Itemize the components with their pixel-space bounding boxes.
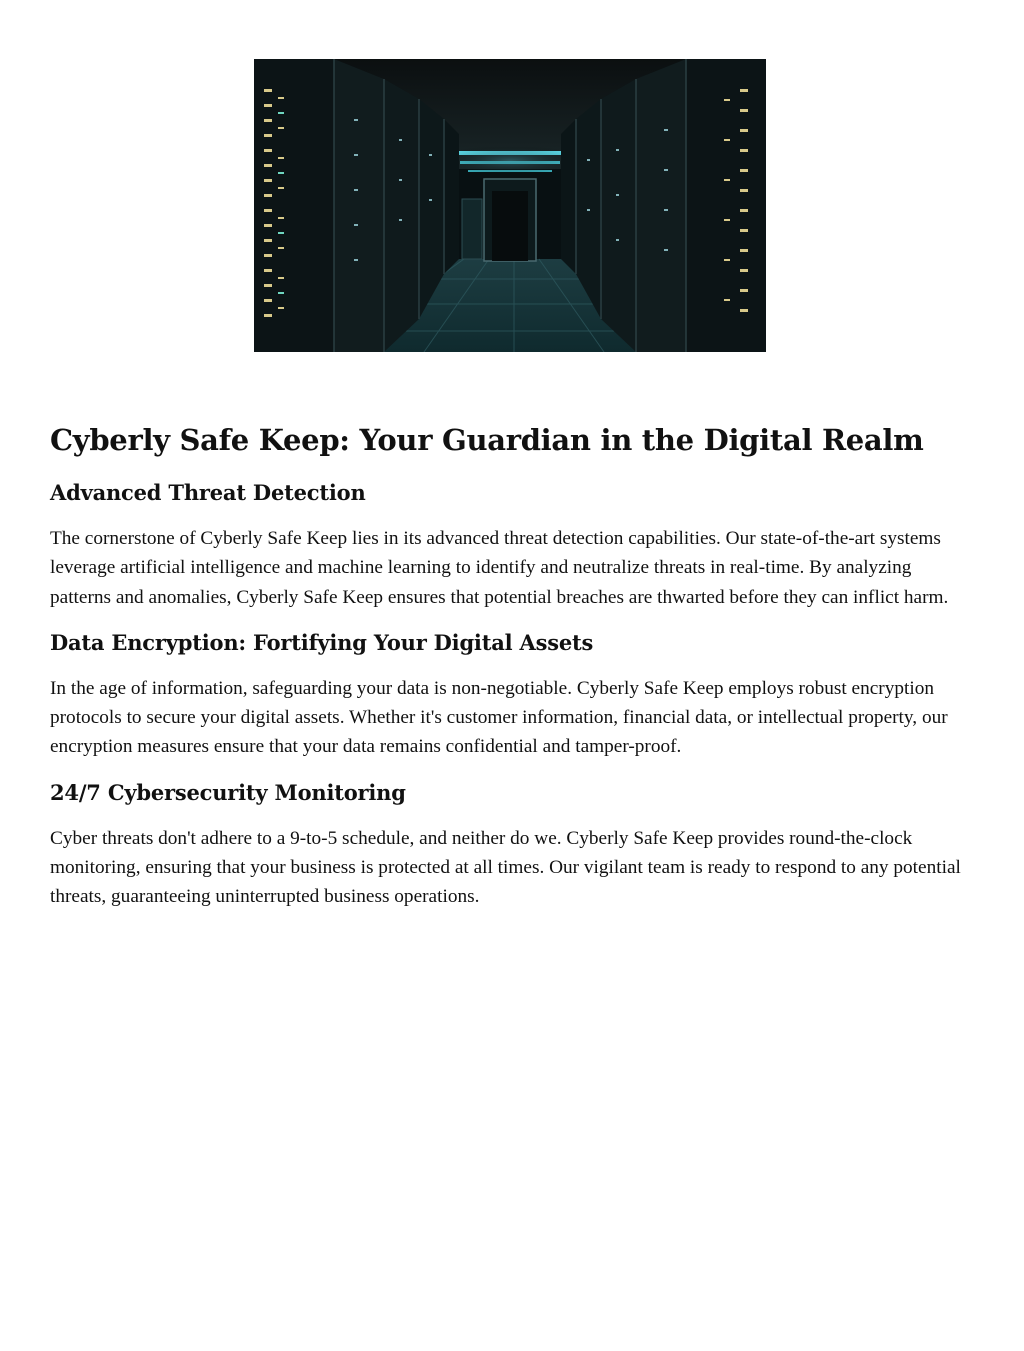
article [50, 418, 968, 928]
section-body-threat-detection: The cornerstone of Cyberly Safe Keep lies in its advanced threat detection capabilities. Our state-of-the-art systems leverage artificial intelligence and machine learning to identify and neutralize threats in real-time. By analyzing patterns and anomalies, Cyberly Safe Keep ensures that potential breaches are thwarted before they can inflict harm. [50, 528, 949, 608]
section-heading-data-encryption: Data Encryption: Fortifying Your Digital Assets [50, 629, 594, 655]
hero-image [254, 59, 766, 352]
section-heading-monitoring: 24/7 Cybersecurity Monitoring [50, 779, 406, 805]
page-title: Cyberly Safe Keep: Your Guardian in the Digital Realm [50, 423, 924, 457]
server-room-corridor-icon [254, 59, 766, 352]
section-body-monitoring: Cyber threats don't adhere to a 9-to-5 schedule, and neither do we. Cyberly Safe Keep provides round-the-clock monitoring, ensuring that your business is protected at all times. Our vigilant team is ready to respond to any potential threats, guaranteeing uninterrupted business operations. [50, 827, 961, 908]
section-heading-threat-detection: Advanced Threat Detection [50, 480, 366, 505]
section-body-data-encryption: In the age of information, safeguarding your data is non-negotiable. Cyberly Safe Keep employs robust encryption protocols to secure your digital assets. Whether it's customer information, financial data, or intellectual property, our encryption measures ensure that your data remains confidential and tamper-proof. [50, 677, 948, 758]
